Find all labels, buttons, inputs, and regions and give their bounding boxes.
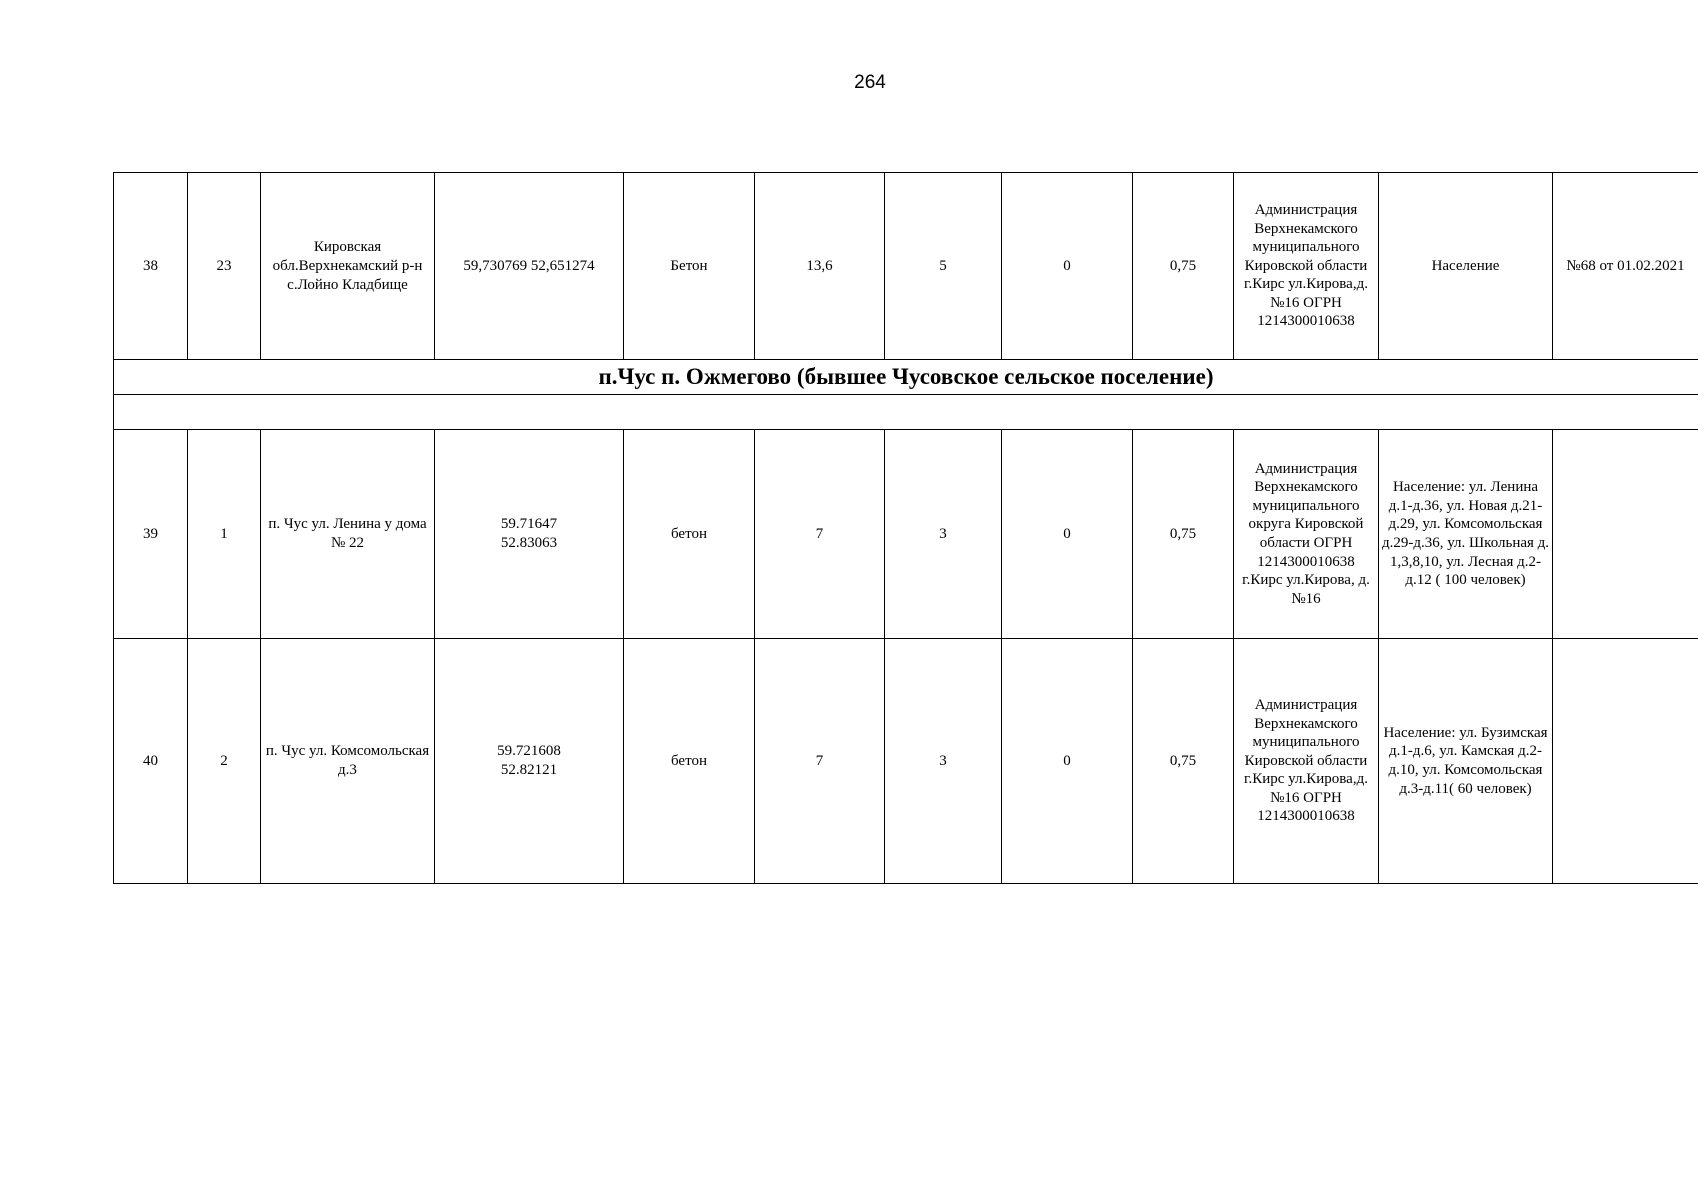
row-number: 39 [114, 430, 188, 639]
row-sub-number: 2 [188, 639, 261, 884]
owner-info: Администрация Верхнекамского муниципального округа Кировской области ОГРН 1214300010638 г.Кирс ул.Кирова, д.№16 [1234, 430, 1379, 639]
site-coordinates [435, 639, 624, 884]
containers-planned: 0 [1002, 639, 1133, 884]
empty-row [114, 395, 1698, 430]
table-row [114, 173, 1698, 360]
section-header-row [114, 360, 1698, 395]
site-address: Кировская обл.Верхнекамский р-н с.Лойно Кладбище [261, 173, 435, 360]
row-sub-number: 1 [188, 430, 261, 639]
containers-count: 3 [885, 430, 1002, 639]
coordinate-longitude: 52.82121 [500, 762, 558, 778]
waste-source: Население: ул. Ленина д.1-д.36, ул. Новая д.21-д.29, ул. Комсомольская д.29-д.36, ул. Школьная д. 1,3,8,10, ул. Лесная д.2-д.12 ( 100 человек) [1379, 430, 1553, 639]
row-number: 38 [114, 173, 188, 360]
owner-info: Администрация Верхнекамского муниципального Кировской области г.Кирс ул.Кирова,д.№16 ОГРН 1214300010638 [1234, 639, 1379, 884]
table-row [114, 639, 1698, 884]
waste-source: Население [1379, 173, 1553, 360]
containers-planned: 0 [1002, 430, 1133, 639]
coordinate-latitude: 59.71647 [500, 516, 558, 532]
site-area: 13,6 [755, 173, 885, 360]
containers-planned: 0 [1002, 173, 1133, 360]
row-number: 40 [114, 639, 188, 884]
waste-source: Население: ул. Бузимская д.1-д.6, ул. Камская д.2-д.10, ул. Комсомольская д.3-д.11( 60 человек) [1379, 639, 1553, 884]
site-area: 7 [755, 430, 885, 639]
owner-info: Администрация Верхнекамского муниципального Кировской области г.Кирс ул.Кирова,д.№16 ОГРН 1214300010638 [1234, 173, 1379, 360]
site-coordinates [435, 430, 624, 639]
site-address: п. Чус ул. Ленина у дома № 22 [261, 430, 435, 639]
decision-document [1553, 430, 1698, 639]
surface-type: бетон [624, 639, 755, 884]
registry-table [113, 172, 1698, 884]
section-title: п.Чус п. Ожмегово (бывшее Чусовское сельское поселение) [114, 360, 1698, 395]
surface-type: Бетон [624, 173, 755, 360]
coordinate-value: 59,730769 52,651274 [463, 257, 595, 274]
container-volume: 0,75 [1133, 639, 1234, 884]
containers-count: 3 [885, 639, 1002, 884]
site-area: 7 [755, 639, 885, 884]
container-volume: 0,75 [1133, 173, 1234, 360]
row-sub-number: 23 [188, 173, 261, 360]
containers-count: 5 [885, 173, 1002, 360]
site-address: п. Чус ул. Комсомольская д.3 [261, 639, 435, 884]
empty-cell [114, 395, 1698, 430]
decision-document [1553, 639, 1698, 884]
container-volume: 0,75 [1133, 430, 1234, 639]
page-number: 264 [854, 72, 886, 93]
site-coordinates [435, 173, 624, 360]
coordinate-latitude: 59.721608 [497, 743, 561, 759]
table-row [114, 430, 1698, 639]
coordinate-longitude: 52.83063 [500, 535, 558, 551]
surface-type: бетон [624, 430, 755, 639]
decision-document: №68 от 01.02.2021 [1553, 173, 1698, 360]
